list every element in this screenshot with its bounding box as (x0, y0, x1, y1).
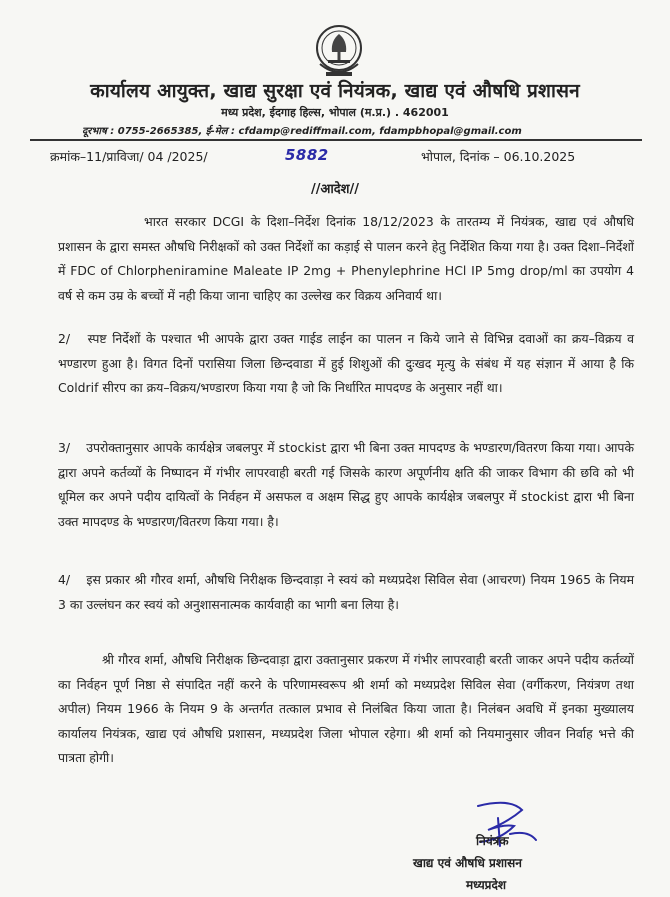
paragraph-2 (58, 327, 634, 401)
order-heading: //आदेश// (310, 182, 360, 197)
signatory-title: नियंत्रक (476, 834, 509, 848)
reference-number: क्रमांक–11/प्राविजा/ 04 /2025/ (50, 149, 208, 164)
paragraph-text: श्री गौरव शर्मा, औषधि निरीक्षक छिन्दवाड़ा द्वारा उक्तानुसार प्रकरण में गंभीर लापरवाही बरती जाकर अपने पदीय कर्तव्यों का निर्वहन पूर्ण निष्ठा से संपादित नहीं करने के परिणामस्वरूप श्री शर्मा को मध्यप्रदेश सिविल सेवा (वर्गीकरण, नियंत्रण तथा अपील) नियम 1966 के नियम 9 के अन्तर्गत तत्काल प्रभाव से निलंबित किया जाता है। निलंबन अवधि में इनका मुख्यालय कार्यालय नियंत्रक, खाद्य एवं औषधि प्रशासन, मध्यप्रदेश जिला भोपाल रहेगा। श्री शर्मा को नियमानुसार जीवन निर्वाह भत्ते की पात्रता होगी। (58, 652, 634, 765)
signatory-state: मध्यप्रदेश (466, 878, 507, 892)
place-date: भोपाल, दिनांक – 06.10.2025 (421, 149, 576, 164)
paragraph-4 (58, 568, 634, 617)
office-title: कार्यालय आयुक्त, खाद्य सुरक्षा एवं नियंत्रक, खाद्य एवं औषधि प्रशासन (90, 80, 580, 102)
paragraph-number: 2/ (58, 331, 71, 346)
paragraph-number: 4/ (58, 572, 71, 587)
paragraph-text: इस प्रकार श्री गौरव शर्मा, औषधि निरीक्षक छिन्दवाड़ा ने स्वयं को मध्यप्रदेश सिविल सेवा (आचरण) नियम 1965 के नियम 3 का उल्लंघन कर स्वयं को अनुशासनात्मक कार्यवाही का भागी बना लिया है। (58, 572, 634, 612)
signatory-department: खाद्य एवं औषधि प्रशासन (413, 856, 522, 870)
header-divider (30, 139, 642, 141)
paragraph-text: उपरोक्तानुसार आपके कार्यक्षेत्र जबलपुर में stockist द्वारा भी बिना उक्त मापदण्ड के भण्डारण/वितरण किया गया। आपके द्वारा अपने कर्तव्यों के निष्पादन में गंभीर लापरवाही बरती गई जिसके कारण अपूर्णनीय क्षति की जाकर विभाग की छवि को भी धूमिल कर अपने पदीय दायित्वों के निर्वहन में असफल व अक्षम सिद्ध हुए आपके कार्यक्षेत्र जबलपुर में stockist द्वारा भी बिना उक्त मापदण्ड के भण्डारण/वितरण किया गया। है। (58, 440, 634, 529)
paragraph-3 (58, 436, 634, 534)
paragraph-text: भारत सरकार DCGI के दिशा–निर्देश दिनांक 18/12/2023 के तारतम्य में नियंत्रक, खाद्य एवं औषधि प्रशासन के द्वारा समस्त औषधि निरीक्षकों को उक्त निर्देशों का कड़ाई से पालन करने हेतु निर्देशित किया गया है। उक्त दिशा–निर्देशों में FDC of Chlorpheniramine Maleate IP 2mg + Phenylephrine HCl IP 5mg drop/ml का उपयोग 4 वर्ष से कम उम्र के बच्चों में नही किया जाना चाहिए का उल्लेख कर विक्रय अनिवार्य था। (58, 214, 634, 303)
paragraph-5 (58, 648, 634, 771)
paragraph-1 (58, 210, 634, 308)
paragraph-text: स्पष्ट निर्देशों के पश्चात भी आपके द्वारा उक्त गाईड लाईन का पालन न किये जाने से विभिन्न दवाओं का क्रय–विक्रय व भण्डारण हुआ है। विगत दिनों परासिया जिला छिन्दवाडा में हुई शिशुओं की दुःखद मृत्यु के संबंध में यह संज्ञान में आया है कि Coldrif सीरप का क्रय–विक्रय/भण्डारण किया गया है जो कि निर्धारित मापदण्ड के अनुसार नहीं था। (58, 331, 634, 395)
handwritten-dispatch-number: 5882 (285, 146, 329, 164)
office-contact: दूरभाष : 0755-2665385, ई-मेल : cfdamp@rediffmail.com, fdampbhopal@gmail.com (82, 126, 522, 137)
office-address: मध्य प्रदेश, ईदगाह हिल्स, भोपाल (म.प्र.) . 462001 (221, 106, 449, 119)
madhya-pradesh-emblem-icon (314, 22, 364, 80)
paragraph-number: 3/ (58, 440, 71, 455)
